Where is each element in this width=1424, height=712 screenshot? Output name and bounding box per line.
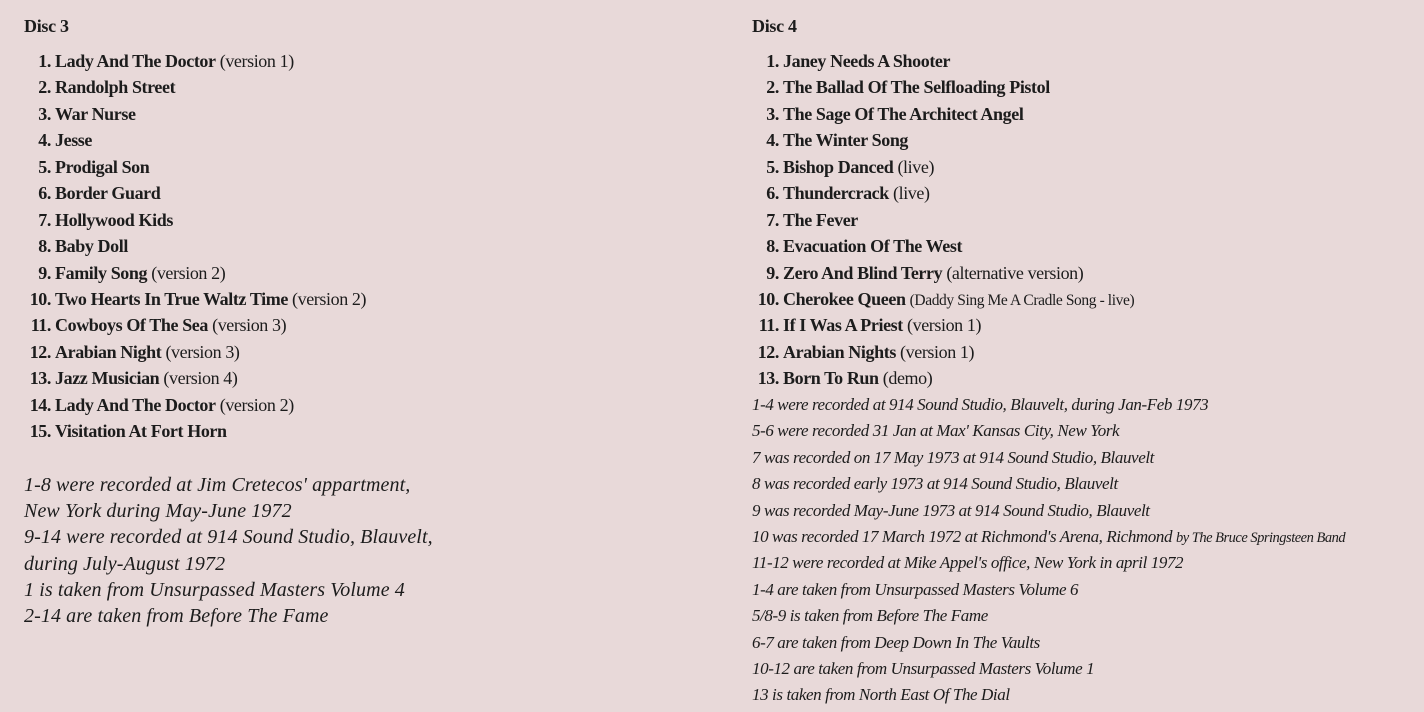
recording-note: during July-August 1972	[24, 552, 226, 575]
track-number: 1.	[766, 51, 779, 71]
track-number: 1.	[38, 51, 51, 71]
track-title: Hollywood Kids	[55, 209, 173, 230]
track-row	[752, 260, 1134, 286]
track-number: 4.	[766, 130, 779, 151]
track-number: 5.	[38, 156, 51, 177]
track-title: Two Hearts In True Waltz Time	[55, 288, 288, 309]
track-row	[24, 260, 366, 286]
recording-note-text: 10 was recorded 17 March 1972 at Richmond's Arena, Richmond	[752, 526, 1173, 546]
track-number: 7.	[766, 209, 779, 230]
track-number: 2.	[766, 77, 779, 98]
track-row	[24, 312, 366, 338]
track-note: (version 2)	[219, 394, 294, 415]
track-row	[752, 233, 1134, 259]
recording-note: 9-14 were recorded at 914 Sound Studio, Blauvelt,	[24, 526, 433, 549]
disc-4-recording-notes	[752, 392, 1345, 709]
track-row	[24, 127, 366, 153]
track-row	[24, 48, 366, 74]
track-title: The Sage Of The Architect Angel	[783, 103, 1024, 124]
track-number: 11.	[30, 315, 51, 336]
disc-3-tracklist	[24, 48, 366, 445]
track-number: 2.	[38, 77, 51, 98]
track-row	[24, 418, 366, 444]
track-row	[752, 180, 1134, 206]
disc-4-tracklist	[752, 48, 1134, 392]
track-row	[752, 365, 1134, 391]
track-row	[752, 207, 1134, 233]
track-note: (live)	[893, 183, 930, 204]
track-note: (alternative version)	[946, 262, 1084, 283]
track-row	[24, 101, 366, 127]
track-row	[752, 286, 1134, 312]
track-title: Arabian Nights	[783, 341, 896, 362]
track-title: Zero And Blind Terry	[783, 262, 943, 283]
track-row	[24, 180, 366, 206]
track-row	[24, 74, 366, 100]
track-number: 14.	[29, 394, 51, 415]
track-title: If I Was A Priest	[783, 315, 903, 336]
track-note: (version 2)	[292, 288, 367, 309]
track-note: (demo)	[882, 368, 933, 389]
recording-note: 2-14 are taken from Before The Fame	[24, 604, 329, 627]
track-number: 3.	[38, 103, 51, 124]
track-note: (version 1)	[907, 315, 982, 336]
track-number: 7.	[38, 209, 51, 230]
recording-note: 1-4 are taken from Unsurpassed Masters Volume 6	[752, 579, 1079, 599]
recording-note: 8 was recorded early 1973 at 914 Sound Studio, Blauvelt	[752, 474, 1118, 494]
track-number: 13.	[29, 368, 51, 389]
track-number: 6.	[38, 183, 51, 204]
track-note: (version 1)	[900, 341, 975, 362]
track-title: Border Guard	[55, 183, 161, 204]
recording-note: 6-7 are taken from Deep Down In The Vaults	[752, 632, 1040, 652]
recording-note: 5/8-9 is taken from Before The Fame	[752, 606, 988, 626]
track-title: Visitation At Fort Horn	[55, 421, 227, 442]
recording-note: 7 was recorded on 17 May 1973 at 914 Sound Studio, Blauvelt	[752, 447, 1154, 467]
recording-note: 1-4 were recorded at 914 Sound Studio, Blauvelt, during Jan-Feb 1973	[752, 395, 1209, 414]
track-title: Cowboys Of The Sea	[55, 315, 208, 336]
recording-note: 1 is taken from Unsurpassed Masters Volume 4	[24, 578, 405, 601]
track-number: 10.	[757, 288, 779, 309]
track-row	[24, 286, 366, 312]
track-note: (live)	[897, 156, 935, 177]
disc-3-title: Disc 3	[24, 16, 69, 36]
track-row	[752, 101, 1134, 127]
recording-note: 13 is taken from North East Of The Dial	[752, 685, 1010, 705]
track-number: 12.	[29, 341, 51, 362]
disc-4-title: Disc 4	[752, 16, 797, 36]
track-row	[24, 207, 366, 233]
track-note: (version 3)	[165, 341, 240, 362]
track-title: Lady And The Doctor	[55, 394, 216, 415]
recording-note: 11-12 were recorded at Mike Appel's office, New York in april 1972	[752, 553, 1184, 573]
track-title: Janey Needs A Shooter	[783, 51, 951, 71]
track-row	[752, 48, 1134, 74]
track-number: 12.	[757, 341, 779, 362]
track-row	[752, 74, 1134, 100]
track-title: Thundercrack	[783, 183, 889, 204]
track-row	[24, 233, 366, 259]
track-number: 6.	[766, 183, 779, 204]
track-number: 3.	[766, 103, 779, 124]
recording-note	[752, 524, 1345, 550]
track-title: Bishop Danced	[783, 156, 894, 177]
track-title: Born To Run	[783, 368, 879, 389]
track-row	[24, 365, 366, 391]
track-title: Evacuation Of The West	[783, 236, 963, 257]
track-row	[24, 339, 366, 365]
track-number: 11.	[758, 315, 779, 336]
recording-note: New York during May-June 1972	[24, 500, 292, 523]
track-number: 15.	[29, 421, 51, 442]
track-row	[752, 312, 1134, 338]
track-number: 5.	[766, 156, 779, 177]
track-title: Jazz Musician	[55, 368, 160, 389]
track-title: War Nurse	[55, 103, 136, 124]
track-title: Lady And The Doctor	[55, 51, 216, 71]
track-title: The Winter Song	[783, 130, 909, 151]
track-title: Family Song	[55, 262, 148, 283]
track-number: 10.	[29, 288, 51, 309]
track-row	[752, 339, 1134, 365]
track-title: Jesse	[55, 130, 92, 151]
recording-note: 5-6 were recorded 31 Jan at Max' Kansas City, New York	[752, 421, 1120, 441]
track-note: (version 3)	[212, 315, 287, 336]
recording-note: 10-12 are taken from Unsurpassed Masters Volume 1	[752, 658, 1095, 678]
recording-note: 9 was recorded May-June 1973 at 914 Sound Studio, Blauvelt	[752, 500, 1150, 520]
track-row	[24, 154, 366, 180]
track-title: Baby Doll	[55, 236, 128, 257]
track-title: Prodigal Son	[55, 156, 150, 177]
track-row	[24, 392, 366, 418]
track-title: Arabian Night	[55, 341, 162, 362]
track-note: (version 4)	[163, 368, 238, 389]
track-number: 4.	[38, 130, 51, 151]
track-title: The Ballad Of The Selfloading Pistol	[783, 77, 1050, 98]
track-number: 9.	[766, 262, 779, 283]
track-number: 13.	[757, 368, 779, 389]
track-note: (version 2)	[151, 262, 226, 283]
track-row	[752, 154, 1134, 180]
track-number: 8.	[38, 236, 51, 257]
track-number: 9.	[38, 262, 51, 283]
track-number: 8.	[766, 236, 779, 257]
recording-note-suffix: by The Bruce Springsteen Band	[1175, 529, 1346, 546]
track-title: The Fever	[783, 209, 858, 230]
track-title: Randolph Street	[55, 77, 176, 98]
track-note: (Daddy Sing Me A Cradle Song - live)	[909, 291, 1135, 309]
recording-note: 1-8 were recorded at Jim Cretecos' appartment,	[24, 474, 411, 496]
track-row	[752, 127, 1134, 153]
track-title: Cherokee Queen	[783, 288, 906, 309]
disc-3-recording-notes	[24, 472, 433, 629]
track-note: (version 1)	[219, 51, 294, 71]
